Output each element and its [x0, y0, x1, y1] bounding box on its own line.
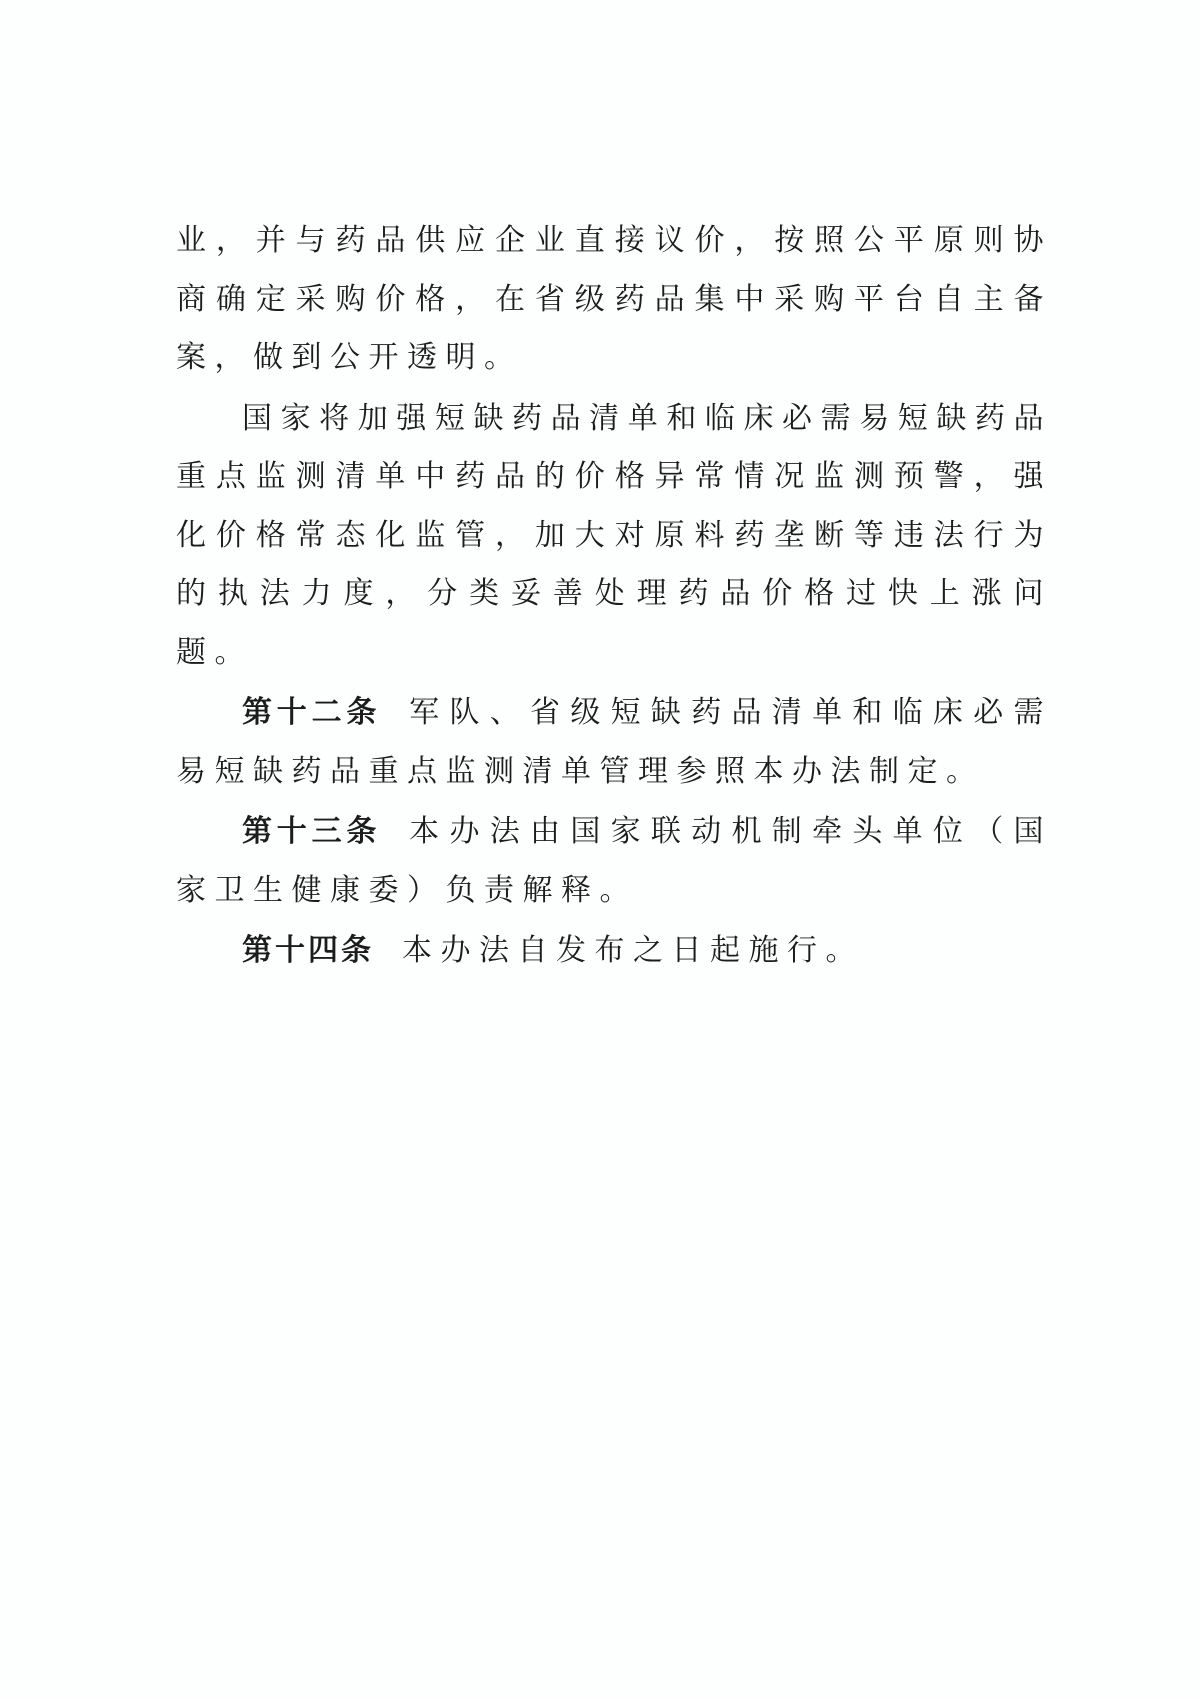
article-12 [176, 684, 1052, 801]
article-text: 军队、省级短缺药品清单和临床必需易短缺药品重点监测清单管理参照本办法制定。 [176, 695, 1053, 789]
paragraph-text: 国家将加强短缺药品清单和临床必需易短缺药品重点监测清单中药品的价格异常情况监测预警，强化价格常态化监管，加大对原料药垄断等违法行为的执法力度，分类妥善处理药品价格过快上涨问题。 [176, 400, 1052, 670]
article-13 [176, 803, 1052, 920]
article-14 [176, 922, 1052, 981]
paragraph-text: 业，并与药品供应企业直接议价，按照公平原则协商确定采购价格，在省级药品集中采购平台自主备案，做到公开透明。 [176, 223, 1052, 375]
document-body [176, 212, 1052, 981]
article-label: 第十三条 [242, 814, 382, 849]
article-label: 第十四条 [242, 933, 374, 968]
paragraph-continuation [176, 212, 1052, 388]
article-text: 本办法由国家联动机制牵头单位（国家卫生健康委）负责解释。 [176, 814, 1053, 908]
article-label: 第十二条 [242, 695, 382, 730]
paragraph-price-monitoring [176, 390, 1052, 683]
article-text: 本办法自发布之日起施行。 [402, 933, 864, 968]
